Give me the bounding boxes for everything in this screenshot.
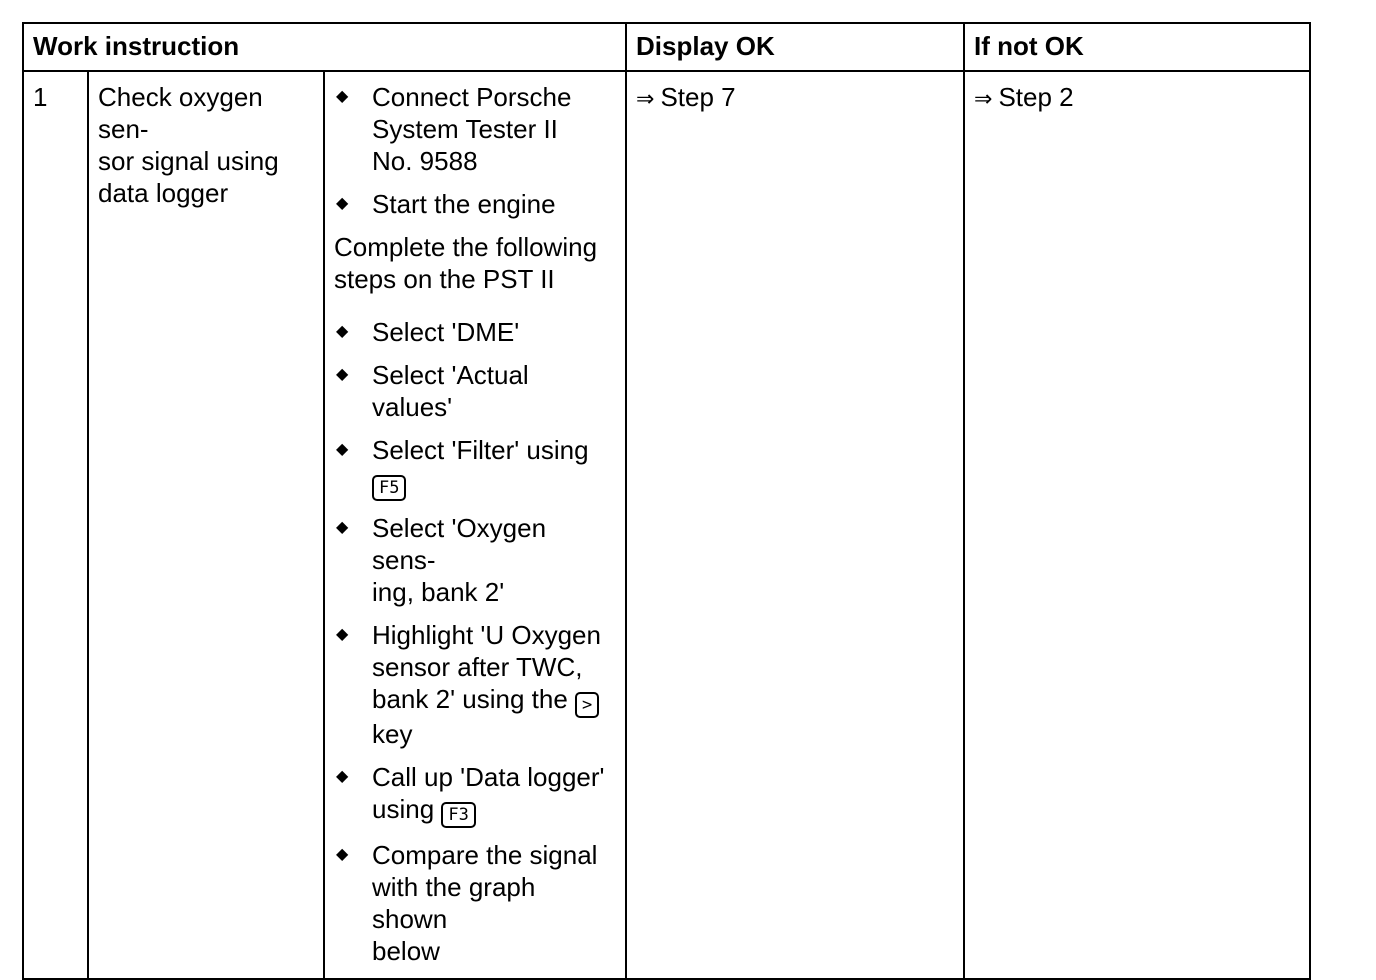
list-item-line bbox=[372, 683, 616, 718]
list-item-line: Select 'DME' bbox=[372, 317, 520, 347]
header-if-not-ok: If not OK bbox=[964, 23, 1310, 71]
diamond-bullet-icon: ◆ bbox=[336, 441, 349, 458]
instruction-paragraph bbox=[334, 231, 616, 295]
list-item bbox=[334, 316, 616, 348]
task-cell bbox=[88, 71, 324, 979]
list-item bbox=[334, 359, 616, 423]
list-item-line: sensor after TWC, bbox=[372, 652, 583, 682]
paragraph-line: Complete the following bbox=[334, 232, 598, 262]
steps-list-after bbox=[334, 316, 616, 967]
f5-key-icon: F5 bbox=[372, 475, 406, 501]
paragraph-line: steps on the PST II bbox=[334, 264, 555, 294]
list-item-line: Start the engine bbox=[372, 189, 556, 219]
diamond-bullet-icon: ◆ bbox=[336, 323, 349, 340]
diamond-bullet-icon: ◆ bbox=[336, 846, 349, 863]
header-work-instruction: Work instruction bbox=[23, 23, 626, 71]
list-item-line: Compare the signal bbox=[372, 840, 598, 870]
table-header-row bbox=[23, 23, 1310, 71]
list-item-line: Connect Porsche bbox=[372, 82, 572, 112]
list-item bbox=[334, 839, 616, 967]
f3-key-icon: F3 bbox=[441, 802, 475, 828]
display-ok-cell bbox=[626, 71, 964, 979]
action-cell bbox=[324, 71, 626, 979]
list-item-line: Select 'Actual values' bbox=[372, 360, 529, 422]
list-item-line bbox=[372, 793, 616, 828]
list-item-line: No. 9588 bbox=[372, 146, 478, 176]
header-display-ok: Display OK bbox=[626, 23, 964, 71]
right-double-arrow-icon: ⇒ bbox=[636, 87, 655, 112]
list-item bbox=[334, 81, 616, 177]
list-item bbox=[334, 761, 616, 828]
list-item-line: Select 'Oxygen sens- bbox=[372, 513, 547, 575]
task-line: sor signal using bbox=[98, 146, 279, 176]
steps-list-before bbox=[334, 81, 616, 220]
right-double-arrow-icon: ⇒ bbox=[974, 87, 993, 112]
list-item-line: Call up 'Data logger' bbox=[372, 762, 605, 792]
diamond-bullet-icon: ◆ bbox=[336, 519, 349, 536]
task-line: Check oxygen sen- bbox=[98, 82, 263, 144]
list-item bbox=[334, 619, 616, 750]
list-item-line: with the graph shown bbox=[372, 872, 536, 934]
if-not-ok-cell bbox=[964, 71, 1310, 979]
if-not-ok-step: Step 2 bbox=[998, 82, 1074, 112]
table-row bbox=[23, 71, 1310, 979]
list-item bbox=[334, 188, 616, 220]
diamond-bullet-icon: ◆ bbox=[336, 88, 349, 105]
right-arrow-key-icon: > bbox=[575, 692, 599, 718]
list-item-line: below bbox=[372, 936, 440, 966]
display-ok-step: Step 7 bbox=[660, 82, 736, 112]
list-item bbox=[334, 512, 616, 608]
diamond-bullet-icon: ◆ bbox=[336, 626, 349, 643]
task-line: data logger bbox=[98, 178, 229, 208]
list-item-line: Select 'Filter' using bbox=[372, 435, 589, 465]
list-item-line bbox=[372, 466, 616, 501]
list-item bbox=[334, 434, 616, 501]
work-instruction-table bbox=[22, 22, 1311, 980]
list-item-line: System Tester II bbox=[372, 114, 558, 144]
list-item-line: Highlight 'U Oxygen bbox=[372, 620, 601, 650]
diamond-bullet-icon: ◆ bbox=[336, 366, 349, 383]
list-item-line: ing, bank 2' bbox=[372, 577, 505, 607]
list-item-text: using bbox=[372, 794, 435, 824]
list-item-line: key bbox=[372, 719, 413, 749]
step-number: 1 bbox=[23, 71, 88, 979]
list-item-text: bank 2' using the bbox=[372, 684, 568, 714]
diamond-bullet-icon: ◆ bbox=[336, 195, 349, 212]
diamond-bullet-icon: ◆ bbox=[336, 768, 349, 785]
